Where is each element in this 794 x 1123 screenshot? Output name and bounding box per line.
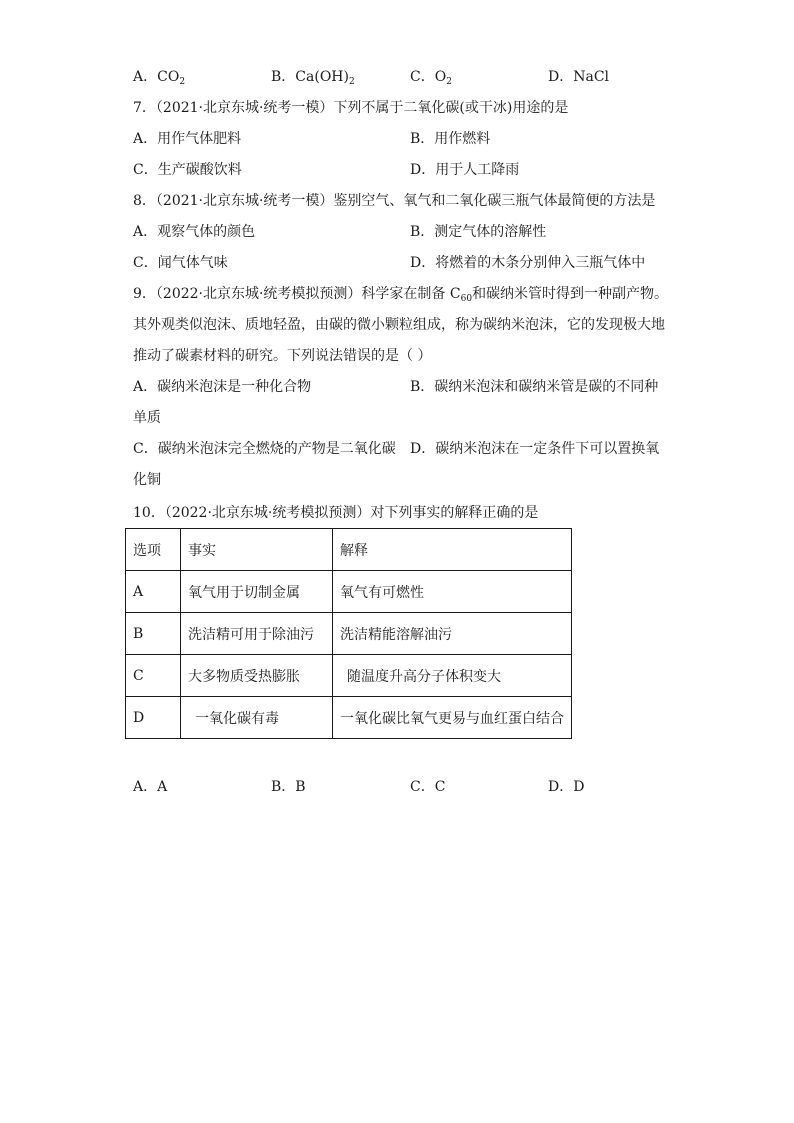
table-header-cell: 解释 (333, 529, 572, 571)
table-cell: C (126, 655, 181, 697)
q9-stem-line2: 其外观类似泡沫、质地轻盈，由碳的微小颗粒组成，称为碳纳米泡沫，它的发现极大地 (133, 317, 665, 333)
table-cell: A (126, 571, 181, 613)
table-header-row (126, 529, 572, 571)
q6-option-b[interactable]: B．$Ca(OH)_2$ (271, 69, 355, 87)
q8-option-b[interactable]: B．测定气体的溶解性 (410, 224, 547, 240)
q9-option-d-continued: 化铜 (133, 472, 161, 488)
q9-options-row1 (133, 377, 673, 397)
q10-stem: 10．（2022·北京东城·统考模拟预测）对下列事实的解释正确的是 (133, 505, 539, 521)
q8-option-a[interactable]: A．观察气体的颜色 (133, 224, 256, 240)
q7-options-row1 (133, 129, 673, 149)
q10-option-c[interactable]: C．C (410, 779, 446, 795)
q10-option-d[interactable]: D．D (548, 779, 585, 795)
q6-option-c[interactable]: C．$O_2$ (410, 69, 452, 87)
q7-stem: 7．（2021·北京东城·统考一模）下列不属于二氧化碳(或干冰)用途的是 (133, 100, 569, 116)
q10-option-a[interactable]: A．A (133, 779, 168, 795)
q9-option-b-continued: 单质 (133, 410, 161, 426)
table-cell: 氧气用于切制金属 (181, 571, 333, 613)
table-cell: 氧气有可燃性 (333, 571, 572, 613)
table-cell: 一氧化碳比氧气更易与血红蛋白结合 (333, 697, 572, 739)
q9-option-a[interactable]: A．碳纳米泡沫是一种化合物 (133, 379, 312, 395)
table-row (126, 655, 572, 697)
table-cell: 大多物质受热膨胀 (181, 655, 333, 697)
q7-options-row2 (133, 160, 673, 180)
q6-option-d[interactable]: D．NaCl (548, 69, 610, 85)
table-header-cell: 选项 (126, 529, 181, 571)
q8-options-row1 (133, 222, 673, 242)
table-row (126, 571, 572, 613)
table-cell: 洗洁精能溶解油污 (333, 613, 572, 655)
q9-option-b[interactable]: B．碳纳米泡沫和碳纳米管是碳的不同种 (410, 379, 659, 395)
q10-table (125, 528, 572, 739)
q9-option-d[interactable]: D．碳纳米泡沫在一定条件下可以置换氧 (410, 441, 660, 457)
q9-stem-line1: 9．（2022·北京东城·统考模拟预测）科学家在制备 $C_{60}$和碳纳米管时得到一种副产物。 (133, 286, 669, 304)
table-cell: D (126, 697, 181, 739)
q7-option-b[interactable]: B．用作燃料 (410, 131, 491, 147)
table-cell: 一氧化碳有毒 (181, 697, 333, 739)
q7-option-a[interactable]: A．用作气体肥料 (133, 131, 242, 147)
table-row (126, 697, 572, 739)
q9-stem-line3: 推动了碳素材料的研究。下列说法错误的是（ ） (133, 348, 432, 364)
q8-option-d[interactable]: D．将燃着的木条分别伸入三瓶气体中 (410, 255, 646, 271)
table-cell: 随温度升高分子体积变大 (333, 655, 572, 697)
table-cell: 洗洁精可用于除油污 (181, 613, 333, 655)
q8-options-row2 (133, 253, 673, 273)
q10-option-b[interactable]: B．B (271, 779, 306, 795)
table-cell: B (126, 613, 181, 655)
q7-option-d[interactable]: D．用于人工降雨 (410, 162, 520, 178)
table-header-cell: 事实 (181, 529, 333, 571)
q6-option-a[interactable]: A．$CO_2$ (133, 69, 186, 87)
table-row (126, 613, 572, 655)
q9-option-c[interactable]: C．碳纳米泡沫完全燃烧的产物是二氧化碳 (133, 441, 396, 457)
q7-option-c[interactable]: C．生产碳酸饮料 (133, 162, 242, 178)
q8-option-c[interactable]: C．闻气体气味 (133, 255, 228, 271)
q8-stem: 8．（2021·北京东城·统考一模）鉴别空气、氧气和二氧化碳三瓶气体最简便的方法是 (133, 193, 656, 209)
q9-options-row2 (133, 439, 673, 459)
